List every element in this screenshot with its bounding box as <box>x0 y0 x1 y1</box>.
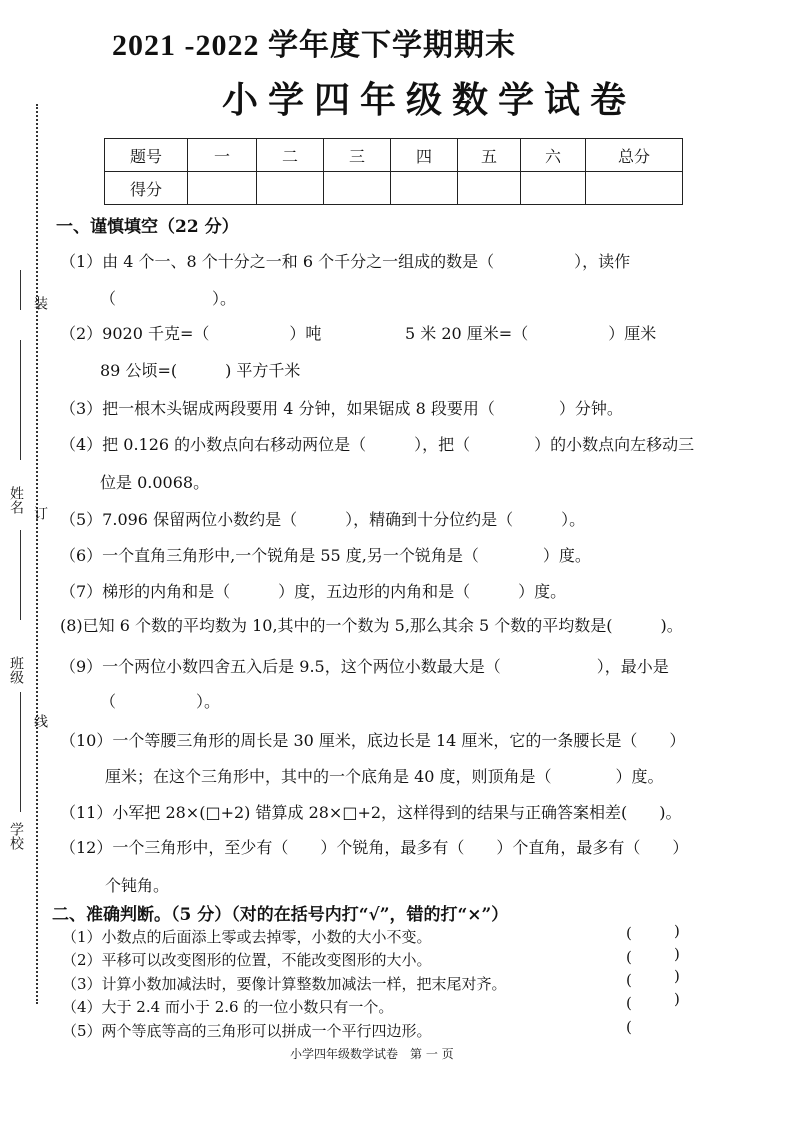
binding-label-ding: 订 <box>32 506 48 520</box>
score-table-score-row <box>105 172 683 205</box>
section2-heading: 二、准确判断。（5 分）（对的在括号内打“√”，错的打“×”） <box>52 905 509 925</box>
question-2-part-c: 89 公顷=( ) 平方千米 <box>100 361 301 380</box>
question-1-line2: （ ）。 <box>100 289 237 308</box>
score-cell[interactable] <box>458 172 521 205</box>
question-8: (8)已知 6 个数的平均数为 10,其中的一个数为 5,那么其余 5 个数的平均数是( )。 <box>60 616 683 635</box>
answer-bracket-open[interactable]: ( <box>626 971 632 989</box>
score-cell[interactable] <box>257 172 324 205</box>
question-3: （3）把一根木头锯成两段要用 4 分钟，如果锯成 8 段要用（ ）分钟。 <box>60 399 623 418</box>
answer-bracket-close: ) <box>674 967 680 985</box>
score-cell[interactable] <box>324 172 391 205</box>
answer-bracket-open[interactable]: ( <box>626 948 632 966</box>
question-1-line1: （1）由 4 个一、8 个十分之一和 6 个千分之一组成的数是（ ），读作 <box>60 252 631 271</box>
score-header-cell: 六 <box>521 139 586 172</box>
name-fill-line <box>20 340 21 460</box>
score-cell[interactable] <box>391 172 458 205</box>
question-12-line2: 个钝角。 <box>105 876 170 895</box>
page-footer: 小学四年级数学试卷 第 一 页 <box>290 1047 454 1061</box>
question-9-line2: （ ）。 <box>100 692 221 711</box>
judgement-item-2: （2）平移可以改变图形的位置，不能改变图形的大小。 <box>62 951 432 969</box>
binding-label-xian: 线 <box>32 714 48 728</box>
question-6: （6）一个直角三角形中,一个锐角是 55 度,另一个锐角是（ ）度。 <box>60 546 591 565</box>
score-cell[interactable] <box>188 172 257 205</box>
question-2-part-b: 5 米 20 厘米=（ ）厘米 <box>405 324 657 343</box>
exam-year-title: 2021 -2022 学年度下学期期末 <box>112 29 516 62</box>
judgement-item-3: （3）计算小数加减法时，要像计算整数加减法一样，把末尾对齐。 <box>62 975 507 993</box>
score-table-header-row <box>105 139 683 172</box>
answer-bracket-close: ) <box>674 922 680 940</box>
exam-title: 小学四年级数学试卷 <box>222 79 637 121</box>
judgement-item-5: （5）两个等底等高的三角形可以拼成一个平行四边形。 <box>62 1022 432 1040</box>
school-fill-line <box>20 692 21 812</box>
answer-bracket-open[interactable]: ( <box>626 924 632 942</box>
score-cell[interactable] <box>586 172 683 205</box>
score-header-cell: 五 <box>458 139 521 172</box>
question-11: （11）小军把 28×(□+2) 错算成 28×□+2，这样得到的结果与正确答案相差( )。 <box>60 803 682 822</box>
question-9-line1: （9）一个两位小数四舍五入后是 9.5，这个两位小数最大是（ ），最小是 <box>60 657 669 676</box>
score-row-label: 得分 <box>105 172 188 205</box>
score-header-cell: 题号 <box>105 139 188 172</box>
question-2-part-a: （2）9020 千克=（ ）吨 <box>60 324 322 343</box>
score-table <box>104 138 683 205</box>
section1-heading: 一、谨慎填空（22 分） <box>56 217 239 237</box>
question-12-line1: （12）一个三角形中，至少有（ ）个锐角，最多有（ ）个直角，最多有（ ） <box>60 838 689 857</box>
score-header-cell: 一 <box>188 139 257 172</box>
question-5: （5）7.096 保留两位小数约是（ ），精确到十分位约是（ ）。 <box>60 510 586 529</box>
judgement-item-1: （1）小数点的后面添上零或去掉零，小数的大小不变。 <box>62 928 432 946</box>
score-header-cell: 四 <box>391 139 458 172</box>
score-header-cell: 总分 <box>586 139 683 172</box>
answer-bracket-close: ) <box>674 945 680 963</box>
name-label: 姓名 <box>8 486 24 514</box>
score-cell[interactable] <box>521 172 586 205</box>
question-10-line1: （10）一个等腰三角形的周长是 30 厘米，底边长是 14 厘米，它的一条腰长是（ ） <box>60 731 686 750</box>
score-header-cell: 三 <box>324 139 391 172</box>
question-7: （7）梯形的内角和是（ ）度，五边形的内角和是（ ）度。 <box>60 582 567 601</box>
answer-bracket-open[interactable]: ( <box>626 994 632 1012</box>
score-header-cell: 二 <box>257 139 324 172</box>
binding-dotted-line <box>36 104 38 1004</box>
binding-tick <box>20 270 21 310</box>
question-4-line2: 位是 0.0068。 <box>100 473 210 492</box>
answer-bracket-open[interactable]: ( <box>626 1018 632 1036</box>
question-10-line2: 厘米；在这个三角形中，其中的一个底角是 40 度，则顶角是（ ）度。 <box>105 767 664 786</box>
answer-bracket-close: ) <box>674 990 680 1008</box>
school-label: 学校 <box>8 822 24 850</box>
judgement-item-4: （4）大于 2.4 而小于 2.6 的一位小数只有一个。 <box>62 998 394 1016</box>
class-label: 班级 <box>8 656 24 684</box>
class-fill-line <box>20 530 21 620</box>
binding-label-zhuang: 装 <box>32 296 48 310</box>
question-4-line1: （4）把 0.126 的小数点向右移动两位是（ ），把（ ）的小数点向左移动三 <box>60 435 695 454</box>
